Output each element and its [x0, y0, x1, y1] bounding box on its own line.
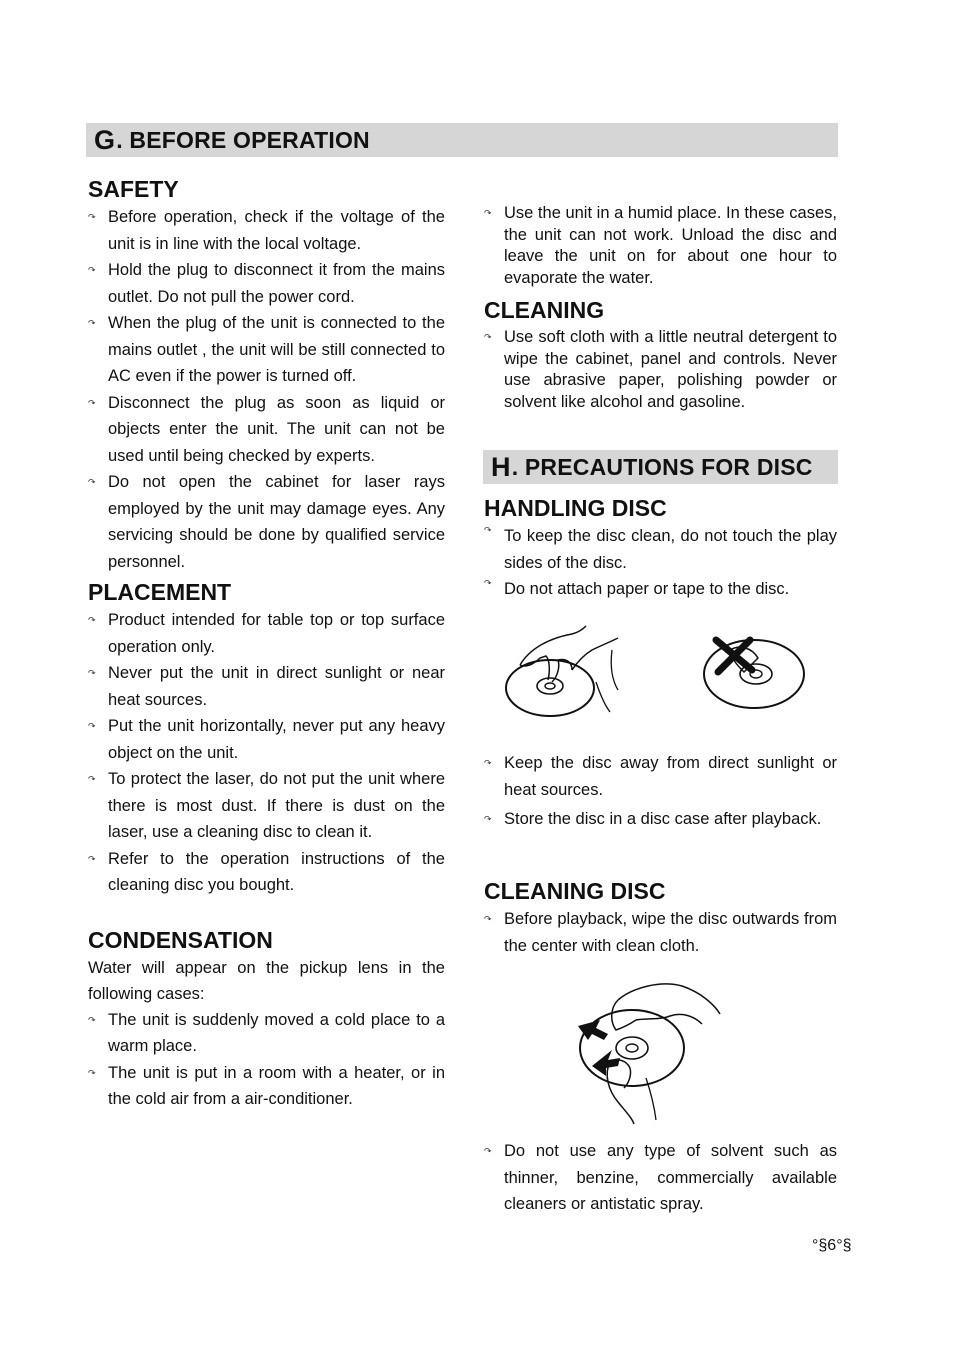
bullet-icon: ↷: [88, 1067, 96, 1078]
list-item: ↷ The unit is suddenly moved a cold place to a warm place.: [88, 1007, 445, 1060]
disc-handling-wrong-illustration: [700, 630, 810, 714]
handling-section: [484, 493, 837, 603]
disc-cleaning-illustration: [570, 978, 730, 1128]
list-item: ↷ Do not use any type of solvent such as thinner, benzine, commercially available cleaners or antistatic spray.: [484, 1138, 837, 1218]
cleaning-disc-section-continued: [484, 1138, 837, 1218]
bullet-icon: ↷: [484, 1146, 492, 1156]
bullet-icon: ↷: [484, 814, 492, 824]
bullet-icon: ↷: [88, 1014, 96, 1025]
list-item: ↷ Before operation, check if the voltage of the unit is in line with the local voltage.: [88, 204, 445, 257]
list-item: ↷ Use the unit in a humid place. In these cases, the unit can not work. Unload the disc and leave the unit on for about one hour to evaporate the water.: [484, 204, 837, 287]
cleaning-disc-heading: CLEANING DISC: [484, 878, 666, 904]
bullet-icon: ↷: [88, 721, 96, 731]
bullet-icon: ↷: [88, 853, 96, 864]
safety-list: [88, 204, 445, 575]
safety-heading: SAFETY: [88, 176, 179, 202]
condensation-list: [88, 1007, 445, 1113]
bullet-icon: ↷: [88, 265, 96, 275]
handling-heading: HANDLING DISC: [484, 495, 667, 521]
placement-list: [88, 607, 445, 899]
bullet-icon: ↷: [484, 525, 492, 535]
bullet-icon: ↷: [88, 615, 96, 625]
list-item: ↷ The unit is put in a room with a heater, or in the cold air from a air-conditioner.: [88, 1060, 445, 1113]
bullet-icon: ↷: [484, 914, 492, 924]
bullet-icon: ↷: [484, 332, 492, 342]
section-g-banner: [86, 123, 838, 157]
right-column-top: [484, 203, 837, 413]
cleaning-heading: CLEANING: [484, 297, 605, 323]
list-item: ↷ Never put the unit in direct sunlight or near heat sources.: [88, 660, 445, 713]
list-item: ↷ To protect the laser, do not put the unit where there is most dust. If there is dust on the laser, use a cleaning disc to clean it.: [88, 766, 445, 846]
list-item: ↷ When the plug of the unit is connected to the mains outlet , the unit will be still connected to AC even if the power is turned off.: [88, 310, 445, 390]
cleaning-disc-section: [484, 876, 837, 959]
list-item: ↷ Keep the disc away from direct sunlight or heat sources.: [484, 750, 837, 803]
handling-section-continued: [484, 750, 837, 835]
section-g-letter: G: [94, 124, 116, 155]
bullet-icon: ↷: [88, 477, 96, 487]
section-g-title: . BEFORE OPERATION: [116, 126, 370, 153]
bullet-icon: ↷: [484, 758, 492, 768]
bullet-icon: ↷: [484, 578, 492, 588]
bullet-icon: ↷: [88, 212, 96, 222]
section-h-banner: [483, 450, 838, 484]
list-item: ↷ Do not open the cabinet for laser rays employed by the unit may damage eyes. Any servicing should be done by qualified service personnel.: [88, 469, 445, 575]
bullet-icon: ↷: [88, 668, 96, 678]
disc-handling-correct-illustration: [500, 620, 630, 720]
placement-heading: PLACEMENT: [88, 579, 232, 605]
list-item: ↷ Store the disc in a disc case after playback.: [484, 803, 837, 835]
condensation-heading: CONDENSATION: [88, 926, 273, 953]
list-item: ↷ Hold the plug to disconnect it from the mains outlet. Do not pull the power cord.: [88, 257, 445, 310]
list-item: ↷ Product intended for table top or top surface operation only.: [88, 607, 445, 660]
list-item: ↷ To keep the disc clean, do not touch the play sides of the disc.: [484, 523, 837, 576]
left-column: [88, 174, 445, 1113]
list-item: ↷ Refer to the operation instructions of the cleaning disc you bought.: [88, 846, 445, 899]
bullet-icon: ↷: [88, 774, 96, 784]
condensation-intro: Water will appear on the pickup lens in the following cases:: [88, 958, 445, 1003]
list-item: ↷ Disconnect the plug as soon as liquid or objects enter the unit. The unit can not be used until being checked by experts.: [88, 390, 445, 470]
page-number: °§6°§: [812, 1237, 852, 1254]
list-item: ↷ Use soft cloth with a little neutral detergent to wipe the cabinet, panel and controls. Never use abrasive paper, polishing powder or solvent like alcohol and gasoline.: [484, 328, 837, 411]
list-item: ↷ Put the unit horizontally, never put any heavy object on the unit.: [88, 713, 445, 766]
bullet-icon: ↷: [484, 208, 492, 218]
bullet-icon: ↷: [88, 397, 96, 408]
bullet-icon: ↷: [88, 318, 96, 328]
list-item: ↷ Before playback, wipe the disc outwards from the center with clean cloth.: [484, 906, 837, 959]
section-h-title: . PRECAUTIONS FOR DISC: [511, 453, 813, 480]
section-h-letter: H: [491, 451, 511, 482]
list-item: ↷ Do not attach paper or tape to the disc.: [484, 576, 837, 603]
